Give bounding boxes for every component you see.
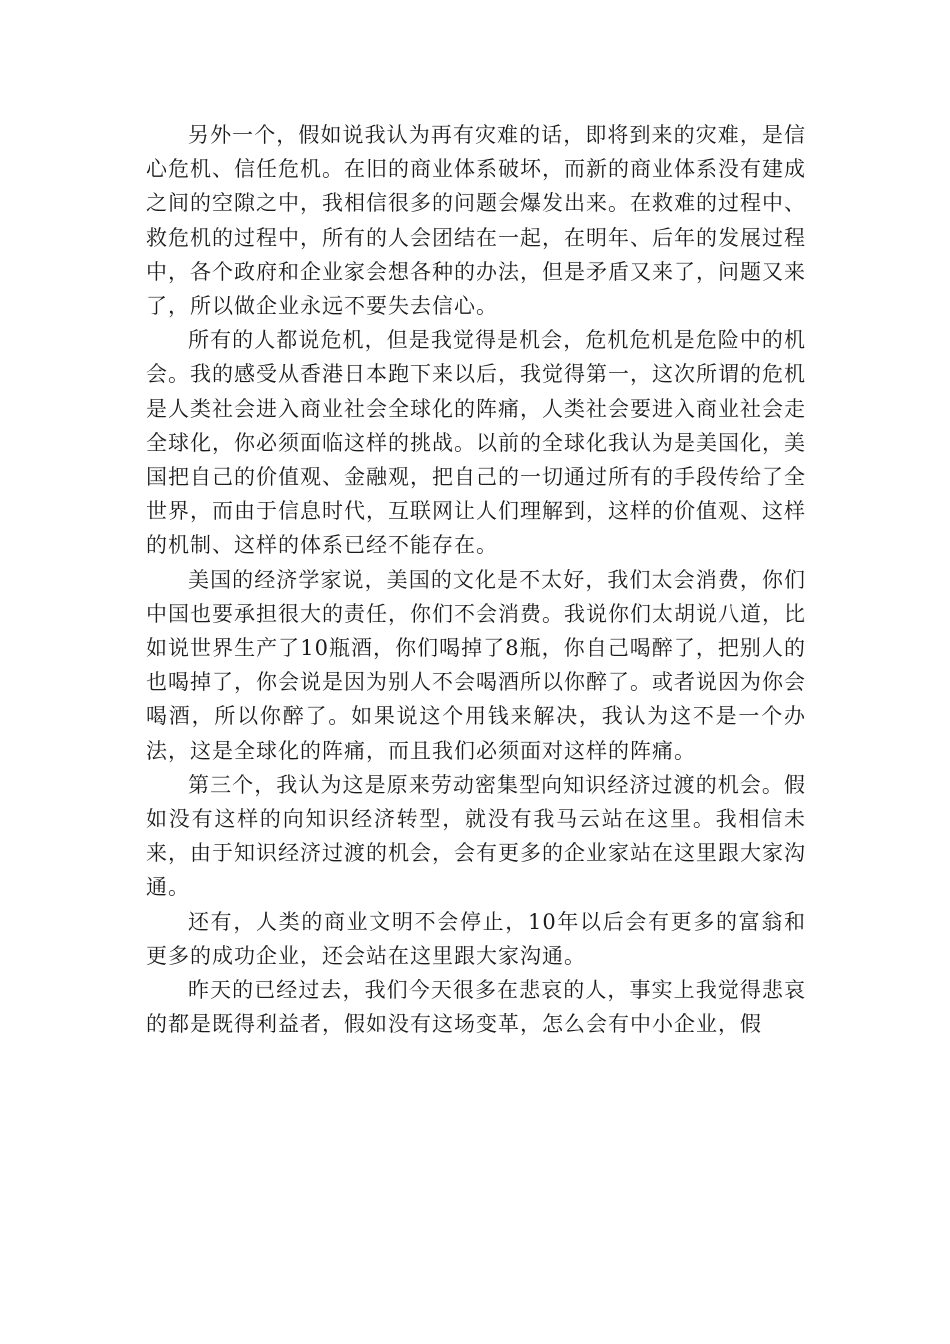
paragraph-5: 还有，人类的商业文明不会停止，10年以后会有更多的富翁和更多的成功企业，还会站在这里跟大家沟通。: [146, 909, 806, 968]
paragraph-4: 第三个，我认为这是原来劳动密集型向知识经济过渡的机会。假如没有这样的向知识经济转型，就没有我马云站在这里。我相信未来，由于知识经济过渡的机会，会有更多的企业家站在这里跟大家沟通。: [146, 772, 806, 900]
paragraph-2: 所有的人都说危机，但是我觉得是机会，危机危机是危险中的机会。我的感受从香港日本跑下来以后，我觉得第一，这次所谓的危机是人类社会进入商业社会全球化的阵痛，人类社会要进入商业社会走全球化，你必须面临这样的挑战。以前的全球化我认为是美国化，美国把自己的价值观、金融观，把自己的一切通过所有的手段传给了全世界，而由于信息时代，互联网让人们理解到，这样的价值观、这样的机制、这样的体系已经不能存在。: [146, 328, 806, 558]
paragraph-6: 昨天的已经过去，我们今天很多在悲哀的人，事实上我觉得悲哀的都是既得利益者，假如没有这场变革，怎么会有中小企业，假: [146, 978, 806, 1037]
paragraph-3: 美国的经济学家说，美国的文化是不太好，我们太会消费，你们中国也要承担很大的责任，你们不会消费。我说你们太胡说八道，比如说世界生产了10瓶酒，你们喝掉了8瓶，你自己喝醉了，把别人的也喝掉了，你会说是因为别人不会喝酒所以你醉了。或者说因为你会喝酒，所以你醉了。如果说这个用钱来解决，我认为这不是一个办法，这是全球化的阵痛，而且我们必须面对这样的阵痛。: [146, 567, 806, 763]
paragraph-1: 另外一个，假如说我认为再有灾难的话，即将到来的灾难，是信心危机、信任危机。在旧的商业体系破坏，而新的商业体系没有建成之间的空隙之中，我相信很多的问题会爆发出来。在救难的过程中、救危机的过程中，所有的人会团结在一起，在明年、后年的发展过程中，各个政府和企业家会想各种的办法，但是矛盾又来了，问题又来了，所以做企业永远不要失去信心。: [146, 123, 806, 319]
document-body: [146, 118, 806, 1041]
